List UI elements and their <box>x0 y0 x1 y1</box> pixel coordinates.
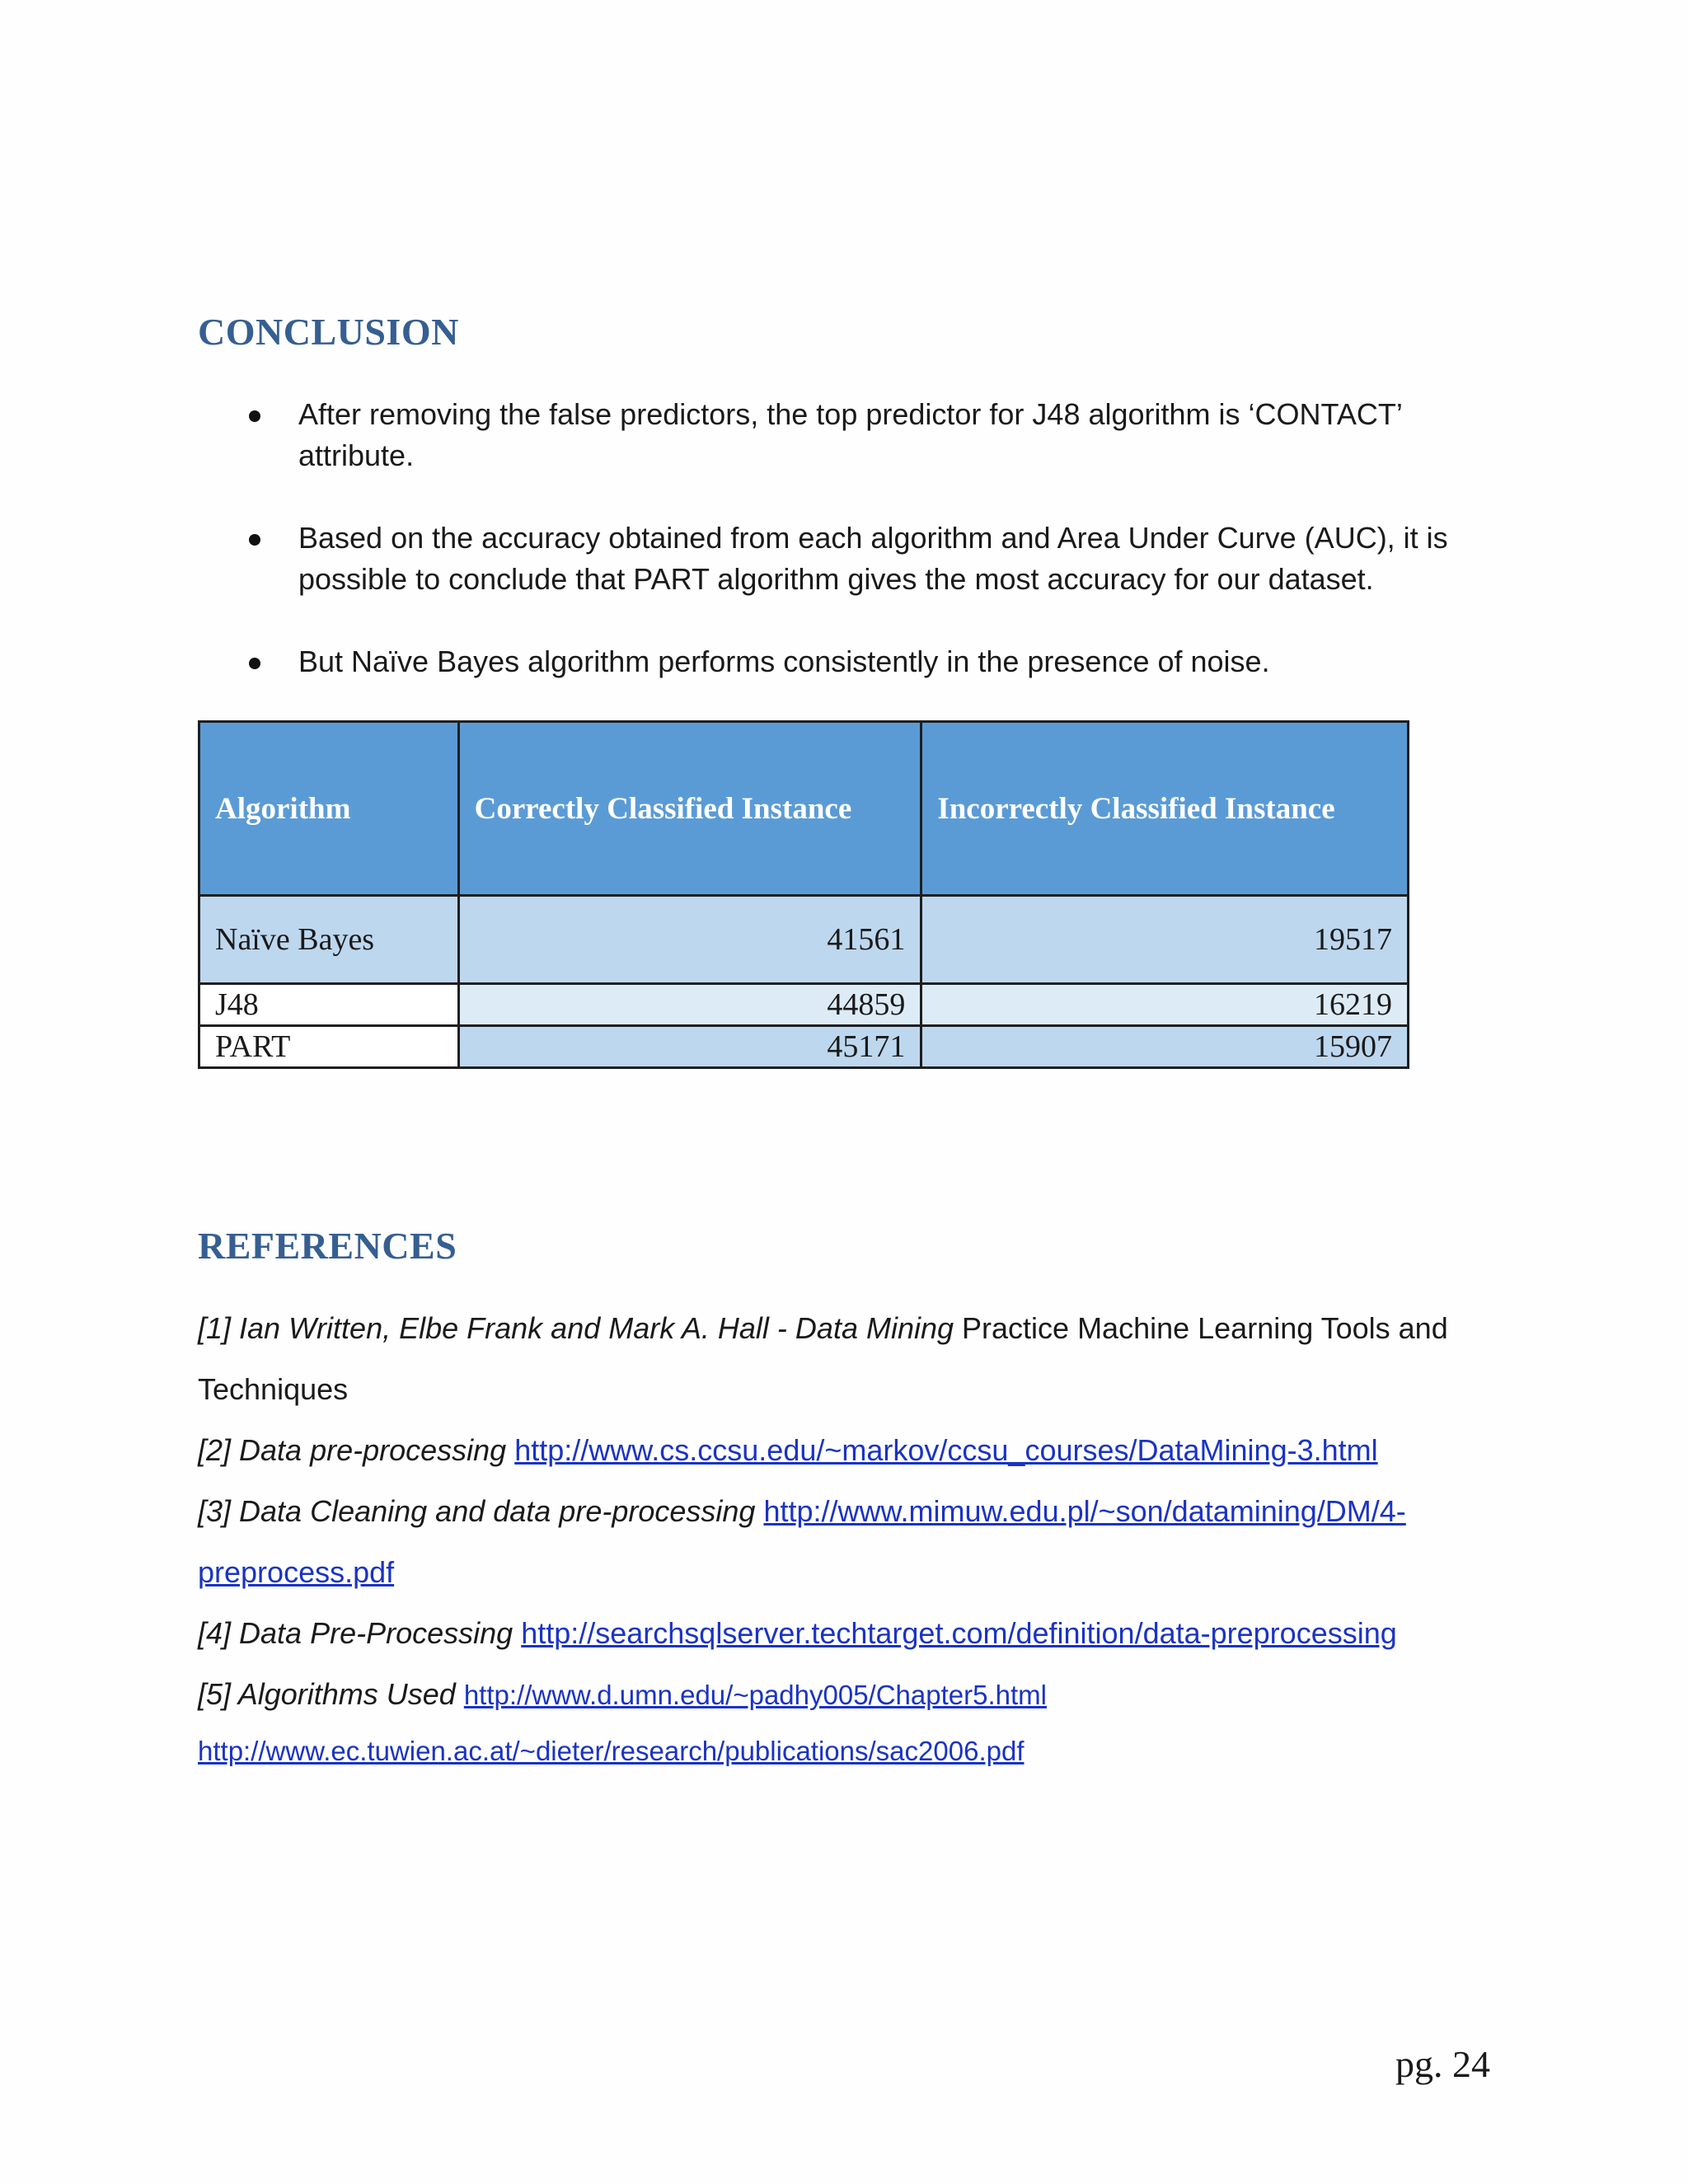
reference-link[interactable]: http://www.cs.ccsu.edu/~markov/ccsu_courses/DataMining-3.html <box>514 1433 1378 1467</box>
conclusion-heading: CONCLUSION <box>198 311 459 353</box>
cell-incorrect: 19517 <box>921 896 1409 984</box>
reference-4 <box>198 1603 1517 1664</box>
header-incorrect: Incorrectly Classified Instance <box>921 722 1409 896</box>
conclusion-list <box>239 394 1492 724</box>
bullet-text: But Naïve Bayes algorithm performs consistently in the presence of noise. <box>298 644 1270 678</box>
cell-algorithm: Naïve Bayes <box>199 896 459 984</box>
reference-2 <box>198 1420 1517 1481</box>
header-correct: Correctly Classified Instance <box>458 722 921 896</box>
cell-incorrect: 15907 <box>921 1026 1409 1068</box>
bullet-icon <box>249 410 260 422</box>
reference-5 <box>198 1664 1517 1726</box>
bullet-icon <box>249 534 260 546</box>
cell-algorithm: J48 <box>199 984 459 1026</box>
list-item <box>239 394 1492 476</box>
bullet-text: After removing the false predictors, the top predictor for J48 algorithm is ‘CONTACT’ attribute. <box>298 397 1402 472</box>
reference-title: [4] Data Pre-Processing <box>198 1616 513 1650</box>
reference-3 <box>198 1481 1517 1542</box>
reference-title: [5] Algorithms Used <box>198 1677 456 1711</box>
bullet-icon <box>249 658 260 669</box>
reference-title: [3] Data Cleaning and data pre-processing <box>198 1494 756 1528</box>
references-heading: REFERENCES <box>198 1225 457 1267</box>
list-item <box>239 641 1492 682</box>
reference-link[interactable]: http://www.ec.tuwien.ac.at/~dieter/research/publications/sac2006.pdf <box>198 1736 1025 1766</box>
table-row <box>199 1026 1409 1068</box>
reference-text: Techniques <box>198 1372 349 1406</box>
header-algorithm: Algorithm <box>199 722 459 896</box>
cell-correct: 41561 <box>458 896 921 984</box>
table-header-row <box>199 722 1409 896</box>
cell-algorithm: PART <box>199 1026 459 1068</box>
bullet-text: Based on the accuracy obtained from each algorithm and Area Under Curve (AUC), it is possible to conclude that PART algorithm gives the most accuracy for our dataset. <box>298 521 1448 596</box>
reference-link[interactable]: http://www.mimuw.edu.pl/~son/datamining/DM/4- <box>763 1494 1406 1528</box>
reference-title: [1] Ian Written, Elbe Frank and Mark A. Hall - Data Mining <box>198 1311 954 1345</box>
reference-5-continued <box>198 1726 1517 1776</box>
reference-link[interactable]: preprocess.pdf <box>198 1555 395 1589</box>
page-number: pg. 24 <box>1395 2043 1490 2085</box>
reference-1-continued <box>198 1359 1517 1420</box>
cell-correct: 44859 <box>458 984 921 1026</box>
list-item <box>239 518 1492 600</box>
table-row <box>199 896 1409 984</box>
reference-title: [2] Data pre-processing <box>198 1433 507 1467</box>
cell-correct: 45171 <box>458 1026 921 1068</box>
table-row <box>199 984 1409 1026</box>
reference-link[interactable]: http://searchsqlserver.techtarget.com/definition/data-preprocessing <box>521 1616 1397 1650</box>
reference-3-continued <box>198 1542 1517 1603</box>
references-list <box>198 1298 1517 1776</box>
cell-incorrect: 16219 <box>921 984 1409 1026</box>
results-table <box>198 720 1409 1069</box>
reference-1 <box>198 1298 1517 1359</box>
reference-text: Practice Machine Learning Tools and <box>954 1311 1448 1345</box>
reference-link[interactable]: http://www.d.umn.edu/~padhy005/Chapter5.html <box>463 1680 1047 1710</box>
